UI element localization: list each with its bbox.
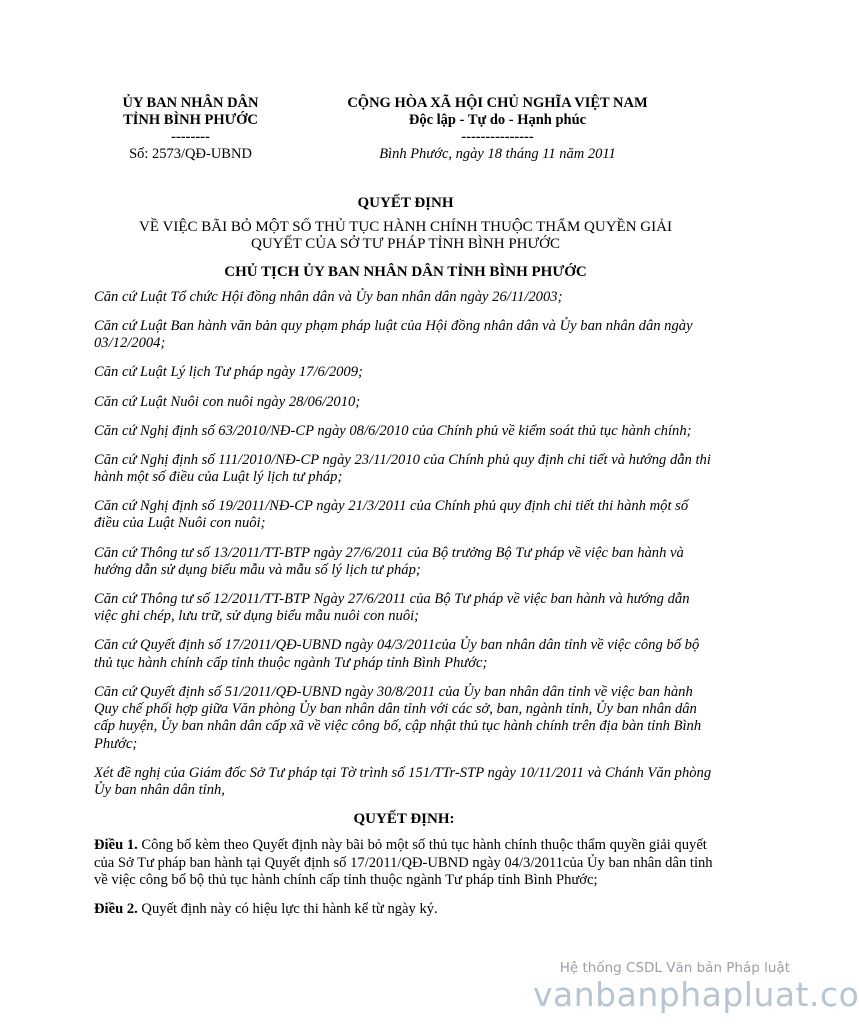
article-2 [94, 901, 714, 918]
watermark-caption: Hệ thống CSDL Văn bản Pháp luật [559, 960, 790, 976]
article-2-text: Quyết định này có hiệu lực thi hành kể từ ngày ký. [137, 901, 438, 918]
document-body [94, 289, 714, 930]
authority-line-1: ỦY BAN NHÂN DÂN [122, 95, 259, 111]
authority-line-2: TỈNH BÌNH PHƯỚC [123, 112, 258, 128]
subject-line-2: QUYẾT CỦA SỞ TƯ PHÁP TỈNH BÌNH PHƯỚC [250, 236, 560, 252]
legal-basis-3: Căn cứ Luật Lý lịch Tư pháp ngày 17/6/2009; [94, 364, 363, 381]
article-1-text: Công bố kèm theo Quyết định này bãi bỏ một số thủ tục hành chính thuộc thẩm quyền giải quyết của Sở Tư pháp ban hành tại Quyết định số 17/2011/QĐ-UBND ngày 04/3/2011của Ủy ban nhân dân tỉnh về việc công bố bộ thủ tục hành chính cấp tỉnh thuộc ngành Tư pháp tỉnh Bình Phước; [94, 837, 713, 888]
legal-basis-7: Căn cứ Nghị định số 19/2011/NĐ-CP ngày 21/3/2011 của Chính phủ quy định chi tiết thi hành một số điều của Luật Nuôi con nuôi; [94, 498, 689, 532]
legal-basis-11: Căn cứ Quyết định số 51/2011/QĐ-UBND ngày 30/8/2011 của Ủy ban nhân dân tỉnh về việc ban hành Quy chế phối hợp giữa Văn phòng Ủy ban nhân dân tỉnh với các sở, ban, ngành tỉnh, Ủy ban nhân dân cấp huyện, Ủy ban nhân dân cấp xã về việc công bố, cập nhật thủ tục hành chính trên địa bàn tỉnh Bình Phước; [94, 683, 702, 752]
authority-divider: -------- [171, 129, 210, 145]
article-2-label: Điều 2. [94, 901, 138, 918]
subject-line-1: VỀ VIỆC BÃI BỎ MỘT SỐ THỦ TỤC HÀNH CHÍNH THUỘC THẨM QUYỀN GIẢI [139, 219, 672, 235]
legal-basis-6: Căn cứ Nghị định số 111/2010/NĐ-CP ngày 23/11/2010 của Chính phủ quy định chi tiết và hướng dẫn thi hành một số điều của Luật lý lịch tư pháp; [94, 451, 711, 486]
legal-basis-9: Căn cứ Thông tư số 12/2011/TT-BTP Ngày 27/6/2011 của Bộ Tư pháp về việc ban hành và hướng dẫn việc ghi chép, lưu trữ, sử dụng biểu mẫu nuôi con nuôi; [94, 590, 690, 625]
country-name: CỘNG HÒA XÃ HỘI CHỦ NGHĨA VIỆT NAM [347, 95, 648, 111]
national-motto-block [305, 95, 690, 163]
decision-heading: QUYẾT ĐỊNH: [353, 811, 455, 828]
motto: Độc lập - Tự do - Hạnh phúc [408, 112, 587, 128]
proposal-consideration: Xét đề nghị của Giám đốc Sở Tư pháp tại Tờ trình số 151/TTr-STP ngày 10/11/2011 và Chánh Văn phòng Ủy ban nhân dân tỉnh, [94, 764, 712, 798]
legal-basis-5: Căn cứ Nghị định số 63/2010/NĐ-CP ngày 08/6/2010 của Chính phủ về kiểm soát thủ tục hành chính; [94, 422, 692, 439]
document-title: QUYẾT ĐỊNH [357, 195, 454, 211]
issue-date: Bình Phước, ngày 18 tháng 11 năm 2011 [379, 146, 616, 162]
legal-basis-1: Căn cứ Luật Tổ chức Hội đồng nhân dân và Ủy ban nhân dân ngày 26/11/2003; [94, 289, 563, 305]
article-1 [94, 837, 714, 889]
legal-basis-10: Căn cứ Quyết định số 17/2011/QĐ-UBND ngày 04/3/2011của Ủy ban nhân dân tỉnh về việc công bố bộ thủ tục hành chính cấp tỉnh thuộc ngành Tư pháp tỉnh Bình Phước; [94, 637, 700, 671]
legal-basis-8: Căn cứ Thông tư số 13/2011/TT-BTP ngày 27/6/2011 của Bộ trưởng Bộ Tư pháp về việc ban hành và hướng dẫn sử dụng biểu mẫu và mẫu số lý lịch tư pháp; [94, 544, 684, 578]
watermark-site: vanbanphapluat.co [533, 975, 859, 1014]
issuing-authority-block [108, 95, 273, 163]
document-number: Số: 2573/QĐ-UBND [129, 146, 252, 162]
legal-basis-4: Căn cứ Luật Nuôi con nuôi ngày 28/06/2010; [94, 393, 361, 410]
article-1-label: Điều 1. [94, 837, 138, 854]
issuer-title: CHỦ TỊCH ỦY BAN NHÂN DÂN TỈNH BÌNH PHƯỚC [224, 264, 587, 280]
motto-divider: --------------- [461, 129, 534, 145]
document-subject [108, 219, 703, 253]
legal-basis-2: Căn cứ Luật Ban hành văn bản quy phạm pháp luật của Hội đồng nhân dân và Ủy ban nhân dân ngày 03/12/2004; [94, 318, 693, 352]
